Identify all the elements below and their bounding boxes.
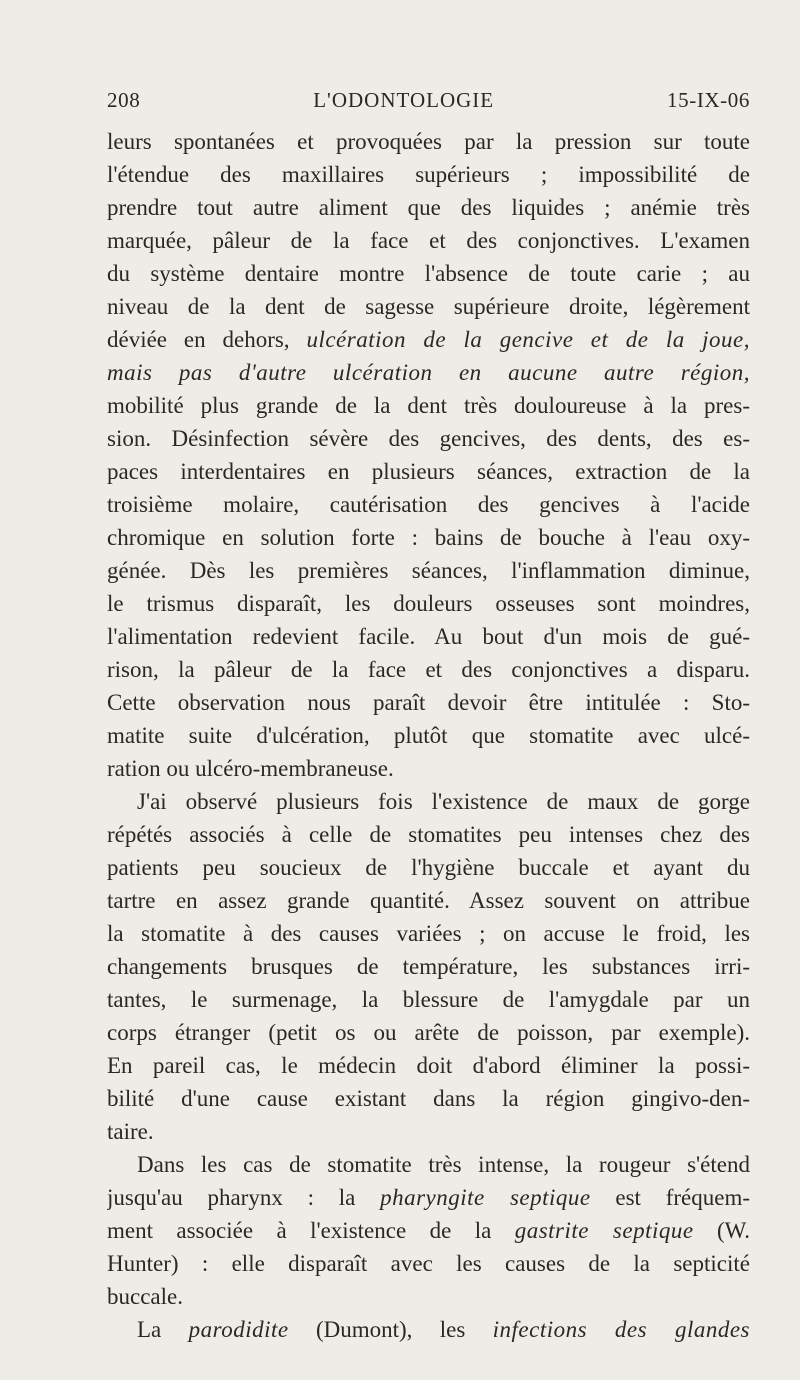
text-line <box>107 554 750 587</box>
text-segment: mobilité plus grande de la dent très douloureuse à la pres- <box>107 393 750 418</box>
text-line <box>107 917 750 950</box>
text-segment: (Dumont), les <box>288 1317 493 1342</box>
text-segment: jusqu'au pharynx : la <box>107 1185 381 1210</box>
text-segment: ration ou ulcéro-membraneuse. <box>107 756 394 781</box>
text-segment: prendre tout autre aliment que des liquides ; anémie très <box>107 195 750 220</box>
text-line <box>107 1313 750 1346</box>
text-segment: J'ai observé plusieurs fois l'existence de maux de gorge <box>137 789 750 814</box>
text-line <box>107 785 750 818</box>
text-segment: répétés associés à celle de stomatites peu intenses chez des <box>107 822 750 847</box>
text-segment: ment associée à l'existence de la <box>107 1218 515 1243</box>
text-line <box>107 587 750 620</box>
issue-date: 15-IX-06 <box>667 88 750 112</box>
text-line <box>107 1280 750 1313</box>
italic-text: ulcération de la gencive et de la joue, <box>306 327 750 352</box>
text-segment: la stomatite à des causes variées ; on accuse le froid, les <box>107 921 750 946</box>
text-segment: sion. Désinfection sévère des gencives, des dents, des es- <box>107 426 750 451</box>
text-segment: le trismus disparaît, les douleurs osseuses sont moindres, <box>107 591 750 616</box>
text-line <box>107 125 750 158</box>
text-line <box>107 1082 750 1115</box>
text-line <box>107 884 750 917</box>
text-line <box>107 455 750 488</box>
body-text <box>107 125 750 1346</box>
text-line <box>107 818 750 851</box>
text-line <box>107 1181 750 1214</box>
text-line <box>107 323 750 356</box>
text-line <box>107 752 750 785</box>
text-segment: patients peu soucieux de l'hygiène buccale et ayant du <box>107 855 750 880</box>
text-line <box>107 1214 750 1247</box>
text-segment: Hunter) : elle disparaît avec les causes de la septicité <box>107 1251 750 1276</box>
text-line <box>107 1148 750 1181</box>
text-line <box>107 851 750 884</box>
text-segment: du système dentaire montre l'absence de toute carie ; au <box>107 261 750 286</box>
text-segment: (W. <box>693 1218 750 1243</box>
text-segment: est fréquem- <box>590 1185 750 1210</box>
text-segment: tartre en assez grande quantité. Assez souvent on attribue <box>107 888 750 913</box>
italic-text: pharyngite septique <box>380 1185 591 1210</box>
text-line <box>107 389 750 422</box>
text-line <box>107 983 750 1016</box>
text-segment: tantes, le surmenage, la blessure de l'amygdale par un <box>107 987 750 1012</box>
page-number: 208 <box>107 88 141 112</box>
text-segment: chromique en solution forte : bains de bouche à l'eau oxy- <box>107 525 750 550</box>
running-header <box>107 88 750 118</box>
text-segment: bilité d'une cause existant dans la région gingivo-den- <box>107 1086 750 1111</box>
text-segment: troisième molaire, cautérisation des gencives à l'acide <box>107 492 750 517</box>
text-line <box>107 950 750 983</box>
text-line <box>107 191 750 224</box>
text-segment: déviée en dehors, <box>107 327 307 352</box>
text-line <box>107 719 750 752</box>
text-line <box>107 1115 750 1148</box>
text-segment: marquée, pâleur de la face et des conjonctives. L'examen <box>107 228 750 253</box>
text-segment: Cette observation nous paraît devoir être intitulée : Sto- <box>107 690 750 715</box>
text-segment: génée. Dès les premières séances, l'inflammation diminue, <box>107 558 750 583</box>
text-line <box>107 488 750 521</box>
text-segment: matite suite d'ulcération, plutôt que stomatite avec ulcé- <box>107 723 750 748</box>
text-line <box>107 257 750 290</box>
text-segment: rison, la pâleur de la face et des conjonctives a disparu. <box>107 657 750 682</box>
text-segment: leurs spontanées et provoquées par la pression sur toute <box>107 129 750 154</box>
text-line <box>107 422 750 455</box>
text-segment: La <box>137 1317 189 1342</box>
text-line <box>107 356 750 389</box>
text-line <box>107 686 750 719</box>
text-line <box>107 158 750 191</box>
text-line <box>107 1016 750 1049</box>
text-segment: En pareil cas, le médecin doit d'abord éliminer la possi- <box>107 1053 750 1078</box>
text-line <box>107 224 750 257</box>
text-line <box>107 1049 750 1082</box>
text-line <box>107 620 750 653</box>
italic-text: gastrite septique <box>514 1218 694 1243</box>
text-segment: l'alimentation redevient facile. Au bout d'un mois de gué- <box>107 624 750 649</box>
journal-title: L'ODONTOLOGIE <box>313 88 495 112</box>
text-segment: l'étendue des maxillaires supérieurs ; impossibilité de <box>107 162 750 187</box>
italic-text: mais pas d'autre ulcération en aucune autre région, <box>107 360 750 385</box>
text-segment: niveau de la dent de sagesse supérieure droite, légèrement <box>107 294 750 319</box>
text-segment: corps étranger (petit os ou arête de poisson, par exemple). <box>107 1020 750 1045</box>
text-line <box>107 653 750 686</box>
text-line <box>107 290 750 323</box>
text-line <box>107 521 750 554</box>
text-line <box>107 1247 750 1280</box>
italic-text: infections des glandes <box>492 1317 750 1342</box>
text-segment: Dans les cas de stomatite très intense, la rougeur s'étend <box>137 1152 750 1177</box>
text-segment: changements brusques de température, les substances irri- <box>107 954 750 979</box>
italic-text: parodidite <box>188 1317 289 1342</box>
text-segment: taire. <box>107 1119 154 1144</box>
text-segment: paces interdentaires en plusieurs séances, extraction de la <box>107 459 750 484</box>
text-segment: buccale. <box>107 1284 183 1309</box>
